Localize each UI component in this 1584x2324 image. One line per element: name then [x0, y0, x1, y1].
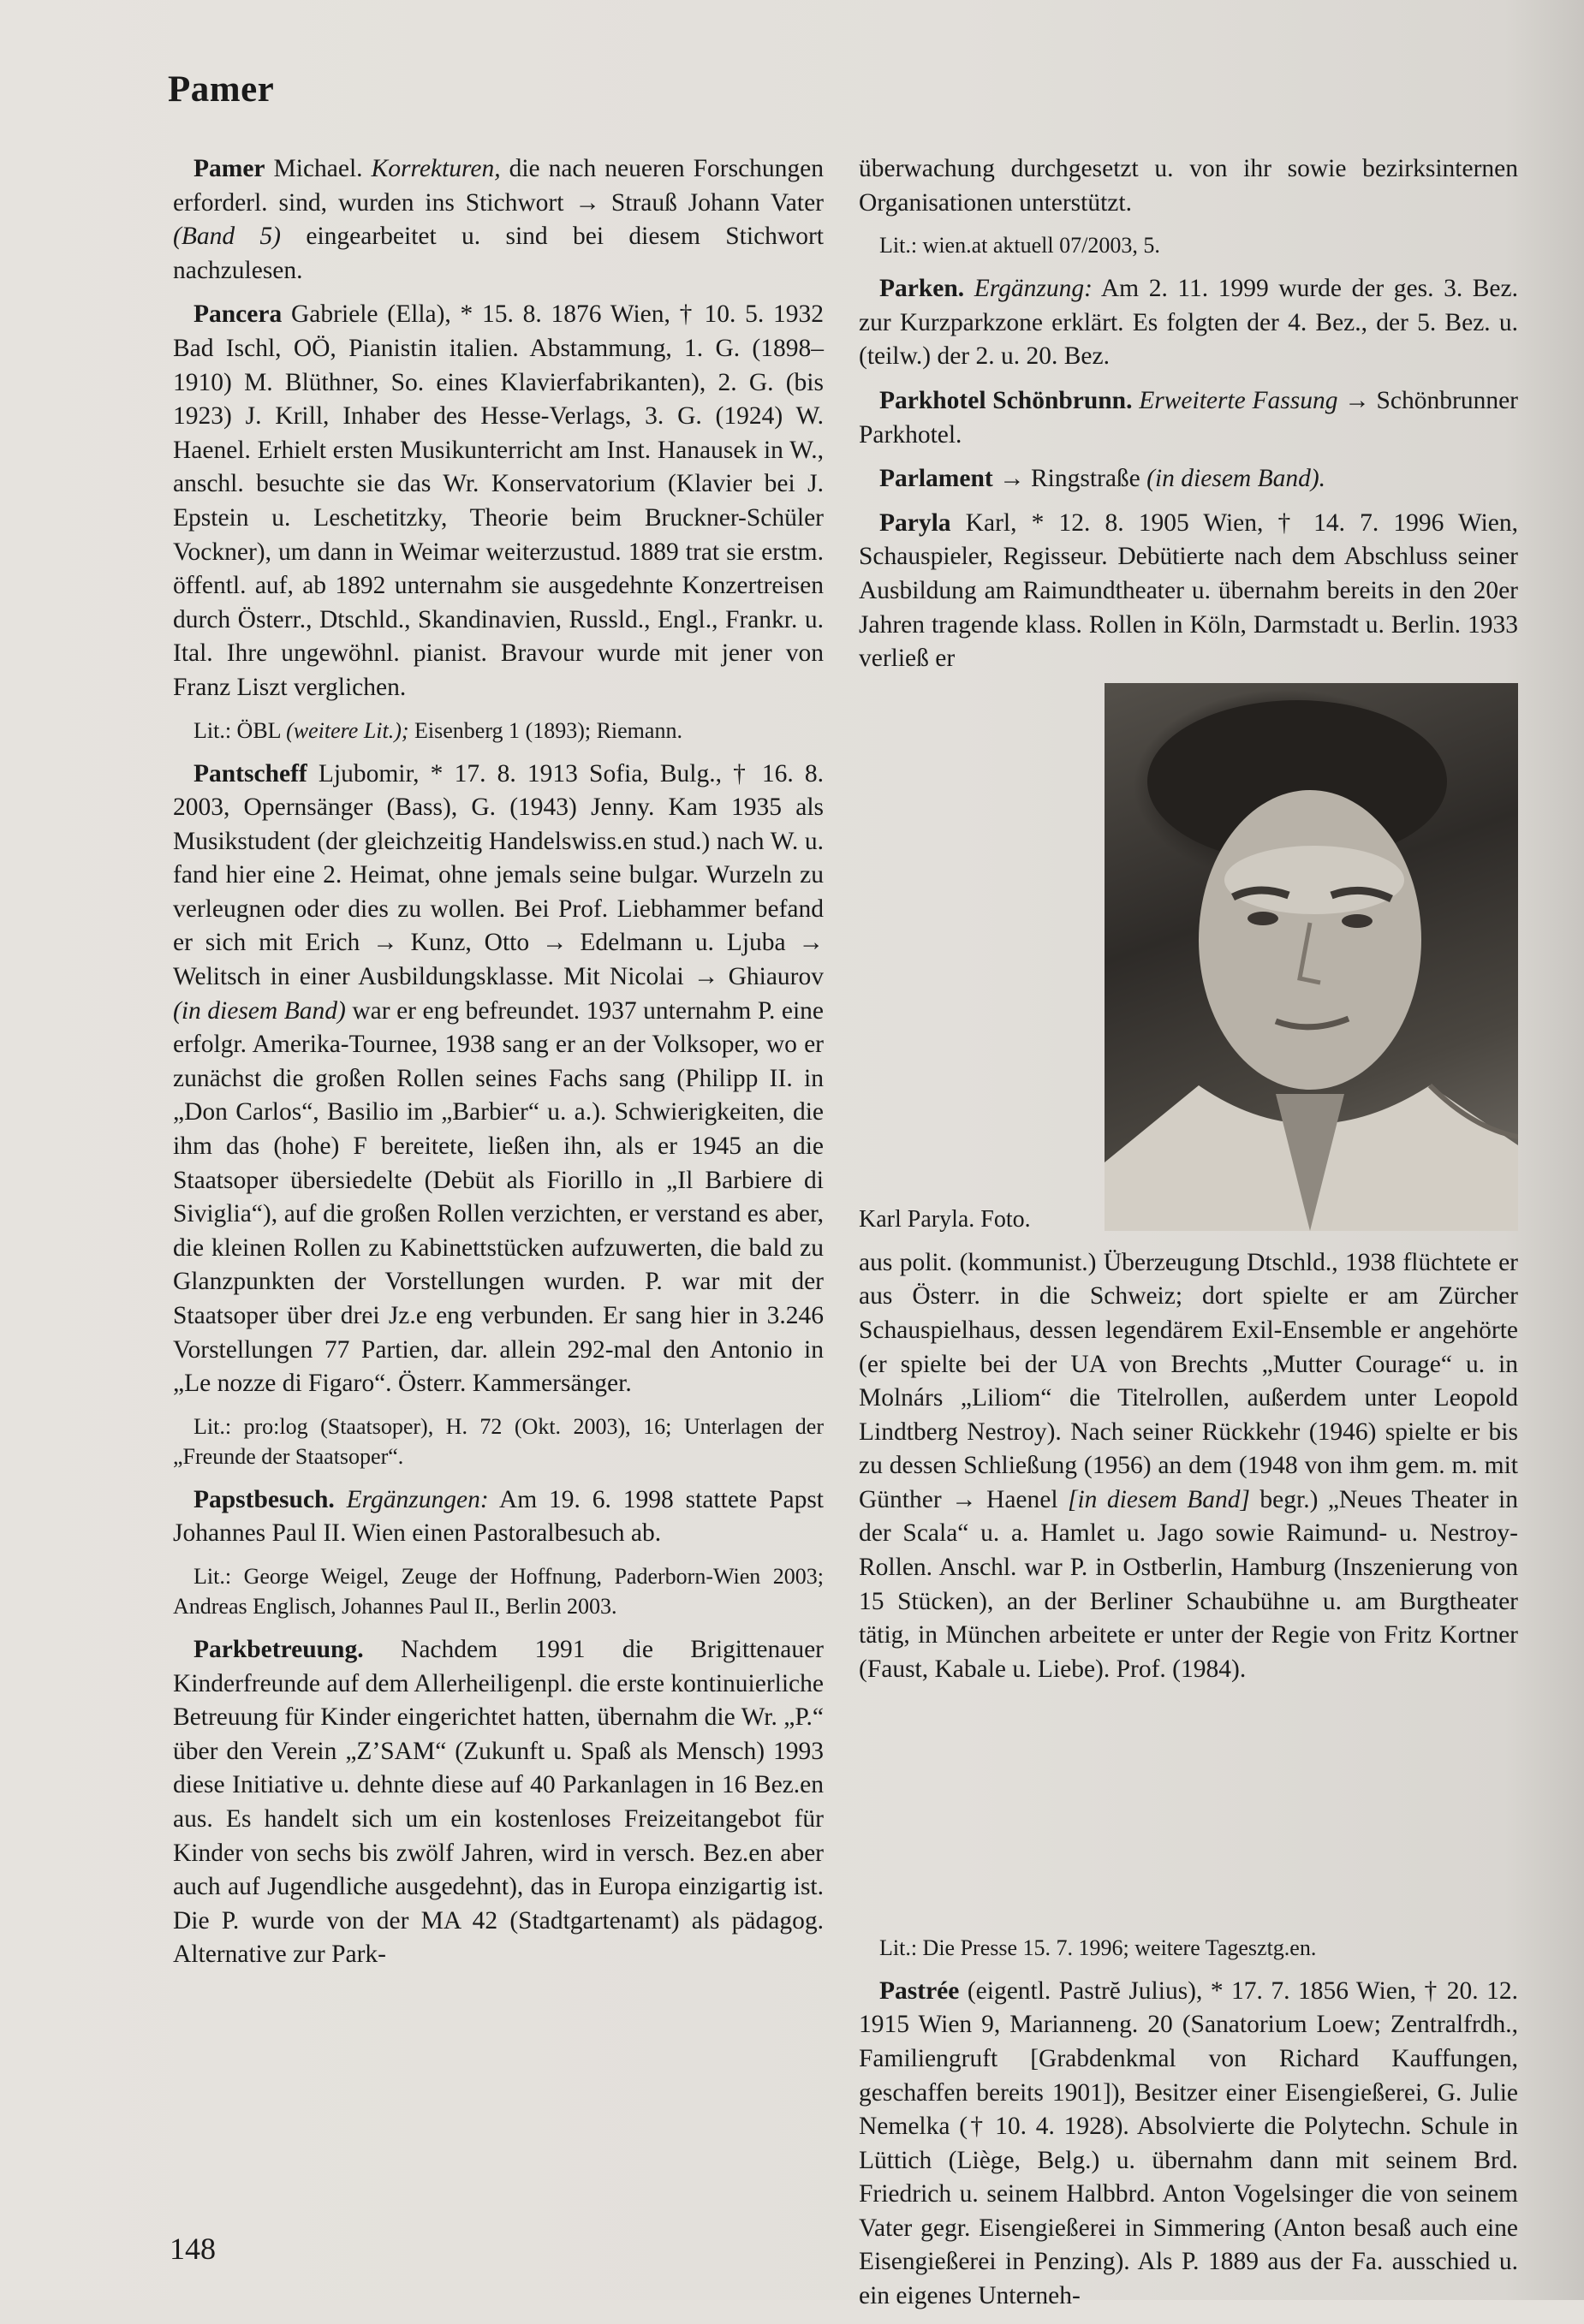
- entry-pancera: Pancera Gabriele (Ella), * 15. 8. 1876 Wien, † 10. 5. 1932 Bad Ischl, OÖ, Pianistin italien. Abstammung, 1. G. (1898–1910) M. Blüthner, So. eines Klavierfabrikanten), 2. G. (bis 1923) J. Krill, Inhaber des Hesse-Verlags, 3. G. (1924) W. Haenel. Erhielt ersten Musikunterricht am Inst. Hanausek in W., anschl. besuchte sie das Wr. Konservatorium (Klavier bei J. Epstein u. Leschetitzky, Theorie beim Bruckner-Schüler Vockner), um dann in Weimar weiterzustud. 1889 trat sie erstm. öffentl. auf, ab 1892 unternahm sie ausgedehnte Konzertreisen durch Österr., Dtschld., Skandinavien, Russld., Engl., Frankr. u. Ital. Ihre ungewöhnl. pianist. Bravour wurde mit jener von Franz Liszt verglichen.: [173, 300, 824, 701]
- entry-parken: Parken. Ergänzung: Am 2. 11. 1999 wurde der ges. 3. Bez. zur Kurzparkzone erklärt. Es folgten der 4. Bez., der 5. Bez. u. (teilw.) der 2. u. 20. Bez.: [859, 275, 1518, 371]
- literature-pantscheff: Lit.: pro:log (Staatsoper), H. 72 (Okt. 2003), 16; Unterlagen der „Freunde der Staatsoper“.: [173, 1413, 824, 1469]
- headword: Pastrée: [879, 1976, 960, 2005]
- entry-parkbetreuung: Parkbetreuung. Nachdem 1991 die Brigittenauer Kinderfreunde auf dem Allerheiligenpl. die erste kontinuierliche Betreuung für Kinder eingerichtet hatten, übernahm die Wr. „P.“ über den Verein „Z’SAM“ (Zukunft u. Spaß als Mensch) 1993 diese Initiative u. dehnte diese auf 40 Parkanlagen in 16 Bez.en aus. Es handelt sich um ein kostenloses Freizeitangebot für Kinder von sechs bis zwölf Jahren, wird in versch. Bez.en aber auch auf Jugendliche ausgedehnt), das in Europa einzigartig ist. Die P. wurde von der MA 42 (Stadtgartenamt) als pädagog. Alternative zur Park-: [173, 1635, 824, 1969]
- entry-pantscheff: Pantscheff Ljubomir, * 17. 8. 1913 Sofia, Bulg., † 16. 8. 2003, Opernsänger (Bass), G. (1943) Jenny. Kam 1935 als Musikstudent (der gleichzeitig Handelswiss.en stud.) nach W. u. fand hier eine 2. Heimat, ohne jemals seine bulgar. Wurzeln zu verleugnen oder dies zu wollen. Bei Prof. Liebhammer befand er sich mit Erich → Kunz, Otto → Edelmann u. Ljuba → Welitsch in einer Ausbildungsklasse. Mit Nicolai → Ghiaurov (in diesem Band) war er eng befreundet. 1937 unternahm P. eine erfolgr. Amerika-Tournee, 1938 sang er an der Volksoper, wo er zunächst die großen Rollen seines Fachs sang (Philipp II. in „Don Carlos“, Basilio im „Barbier“ u. a.). Schwierigkeiten, die ihm das (hohe) F bereitete, ließen ihn, als er 1945 an die Staatsoper übersiedelte (Debüt als Fiorillo in „Il Barbiere di Siviglia“), auf die großen Rollen verzichten, er verstand es aber, die kleinen Rollen zu Kabinettstücken aufzuwerten, die bald zu Glanzpunkten der Vorstellungen wurden. P. war mit der Staatsoper über drei Jz.e eng verbunden. Er sang hier in 3.246 Vorstellungen 77 Partien, dar. allein 292-mal den Antonio in „Le nozze di Figaro“. Österr. Kammersänger.: [173, 759, 825, 1398]
- photo-caption: Karl Paryla. Foto.: [859, 1205, 1031, 1233]
- literature-paryla: Lit.: Die Presse 15. 7. 1996; weitere Tagesztg.en.: [879, 1935, 1317, 1960]
- entry-parkhotel: Parkhotel Schönbrunn. Erweiterte Fassung → Schönbrunner Parkhotel.: [859, 386, 1519, 449]
- headword: Pancera: [194, 300, 283, 329]
- entry-pastree: Pastrée (eigentl. Pastrĕ Julius), * 17. 7. 1856 Wien, † 20. 12. 1915 Wien 9, Marianneng. 20 (Sanatorium Loew; Zentralfrdh., Familiengruft [Grabdenkmal von Richard Kauffungen, geschaffen bereits 1901]), Besitzer einer Eisengießerei, G. Julie Nemelka († 10. 4. 1928). Absolvierte die Polytechn. Schule in Lüttich (Liège, Belg.) u. übernahm dann mit seinem Brd. Friedrich u. seinem Halbbrd. Anton Vogelsinger die von seinem Vater gegr. Eisengießerei in Simmering (Anton besaß auch eine Eisengießerei in Penzing). Als P. 1889 aus der Fa. ausschied u. ein eigenes Unterneh-: [859, 1976, 1518, 2310]
- portrait-figure: [859, 683, 1518, 1683]
- left-column: [173, 152, 824, 1982]
- literature-papstbesuch: Lit.: George Weigel, Zeuge der Hoffnung, Paderborn-Wien 2003; Andreas Englisch, Johannes Paul II., Berlin 2003.: [173, 1563, 824, 1619]
- headword: Paryla: [879, 508, 951, 537]
- entry-pamer: Pamer Michael. Korrekturen, die nach neueren Forschungen erforderl. sind, wurden ins Stichwort → Strauß Johann Vater (Band 5) eingearbeitet u. sind bei diesem Stichwort nachzulesen.: [173, 155, 825, 284]
- headword: Pantscheff: [194, 759, 307, 788]
- portrait-image-icon: [1105, 683, 1518, 1231]
- portrait-photo: [1105, 683, 1518, 1231]
- headword: Pamer: [194, 155, 265, 182]
- running-head: Pamer: [168, 69, 275, 110]
- page-number: 148: [170, 2232, 216, 2266]
- entry-paryla: Paryla Karl, * 12. 8. 1905 Wien, † 14. 7. 1996 Wien, Schauspieler, Regisseur. Debütierte nach dem Abschluss seiner Ausbildung am Raimundtheater u. übernahm bereits in den 20er Jahren tragende klass. Rollen in Köln, Darmstadt u. Berlin. 1933 verließ er: [859, 508, 1518, 673]
- right-column: [859, 152, 1518, 2324]
- entry-papstbesuch: Papstbesuch. Ergänzungen: Am 19. 6. 1998 stattete Papst Johannes Paul II. Wien einen Pastoralbesuch ab.: [173, 1485, 825, 1548]
- headword: Parkhotel Schönbrunn.: [879, 386, 1133, 414]
- entry-parkbetreuung-continued: überwachung durchgesetzt u. von ihr sowie bezirksinternen Organisationen unterstützt.: [859, 155, 1518, 217]
- headword: Parlament: [879, 465, 993, 493]
- headword: Papstbesuch.: [194, 1485, 335, 1513]
- headword: Parkbetreuung.: [194, 1635, 364, 1663]
- entry-paryla-continued: aus polit. (kommunist.) Überzeugung Dtschld., 1938 flüchtete er aus Österr. in die Schweiz; dort spielte er am Zürcher Schauspielhaus, dessen legendärem Exil-Ensemble er angehörte (er spielte bei der UA von Brechts „Mutter Courage“ u. in Molnárs „Liliom“ die Titelrollen, außerdem unter Leopold Lindtberg Nestroy). Nach seiner Rückkehr (1946) spielte er bis zu dessen Schließung (1956) an dem (1948 von ihm gem. m. mit Günther → Haenel [in diesem Band] begr.) „Neues Theater in der Scala“ u. a. Hamlet u. Jago sowie Raimund- u. Nestroy-Rollen. Anschl. war P. in Ostberlin, Hamburg (Inszenierung von 15 Stücken), an der Berliner Schaubühne u. am Burgtheater tätig, in München arbeitete er unter der Regie von Fritz Kortner (Faust, Kabale u. Liebe). Prof. (1984).: [859, 1248, 1518, 1683]
- headword: Parken.: [879, 275, 965, 303]
- entry-parlament: Parlament → Ringstraße (in diesem Band).: [879, 465, 1326, 493]
- literature-parkbetreuung: Lit.: wien.at aktuell 07/2003, 5.: [879, 233, 1160, 259]
- literature-pancera: Lit.: ÖBL (weitere Lit.); Eisenberg 1 (1893); Riemann.: [194, 717, 682, 743]
